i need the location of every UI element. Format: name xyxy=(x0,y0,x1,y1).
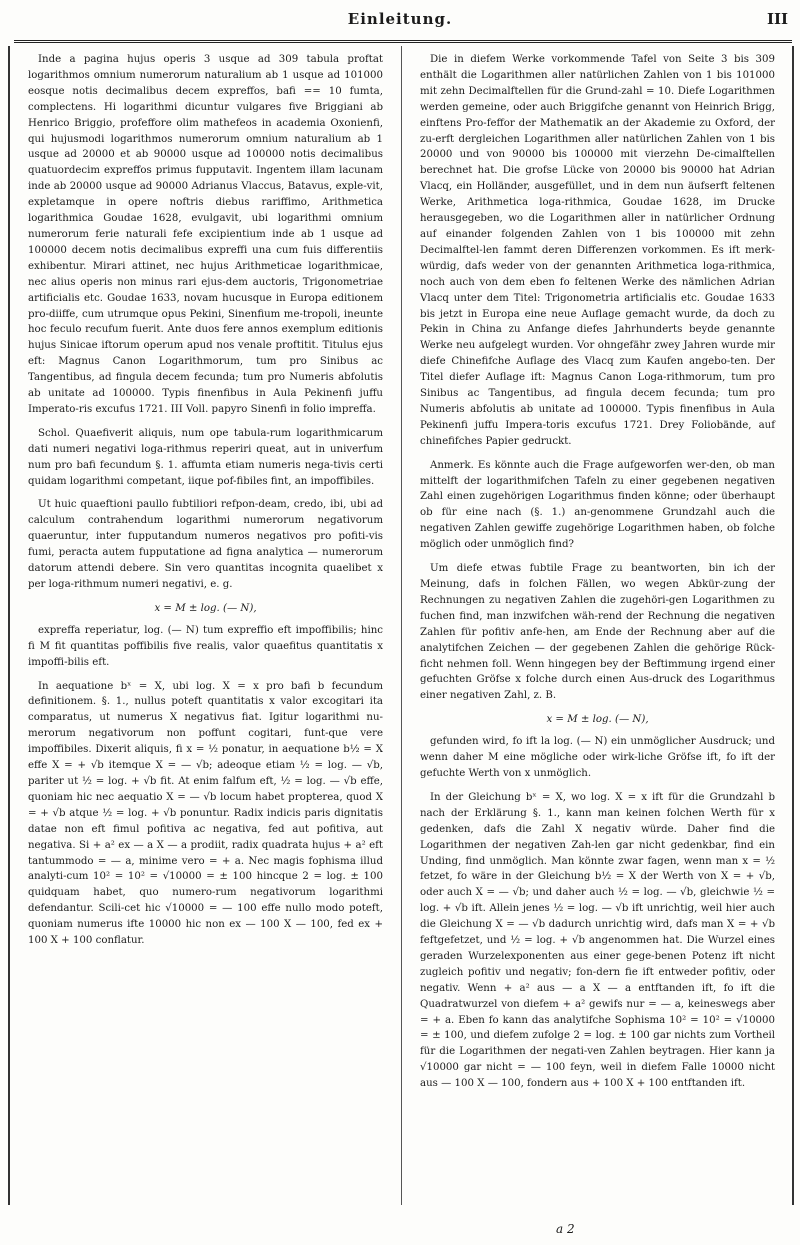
latin-column xyxy=(28,52,383,957)
right-border-line xyxy=(792,46,794,1205)
latin-paragraph-2: Schol. Quaefiverit aliquis, num ope tabula-rum logarithmicarum dati numeri negativi loga-rithmus reperiri queat, aut in univerfum num pro bafi fecundum §. 1. affumta etiam numeris nega-tivis certi quidam logarithmi competant, iique pof-fibiles fint, an impoffibiles. xyxy=(28,427,383,487)
latin-paragraph-4: expreffa reperiatur, log. (— N) tum expreffio eft impoffibilis; hinc fi M fit quantitas poffibilis five realis, valor quaefitus quantitatis x impoffi-bilis eft. xyxy=(28,624,383,668)
german-paragraph-3: Um diefe etwas fubtile Frage zu beantworten, bin ich der Meinung, dafs in folchen Fällen, wo wegen Abkür-zung der Rechnungen zu negativen Zahlen die zugehöri-gen Logarithmen zu fuchen find, man inzwifchen wäh-rend der Rechnung die negativen Zahlen für pofitiv anfe-hen, am Ende der Rechnung aber auf die analytifchen Zeichen — der gegebenen Zahlen die gehörige Rück-ficht nehmen foll. Wenn hingegen bey der Beftimmung irgend einer gefuchten Gröfse x folche durch einen Aus-druck des Logarithmus einer negativen Zahl, z. B. xyxy=(420,563,775,702)
latin-paragraph-3: Ut huic quaeftioni paullo fubtiliori refpon-deam, credo, ibi, ubi ad calculum contrahendum logarithmi numerorum negativorum quaeruntur, inter fupputandum numeros negativos pro pofiti-vis fumi, peracta autem fupputatione ad figna analytica — numerorum datorum attendi debere. Sin vero quantitas incognita quaelibet x per loga-rithmum numeri negativi, e. g. xyxy=(28,499,383,590)
german-paragraph-1: Die in diefem Werke vorkommende Tafel von Seite 3 bis 309 enthält die Logarithmen aller natürlichen Zahlen von 1 bis 101000 mit zehn Decimalftellen für die Grund-zahl = 10. Diefe Logarithmen werden gemeine, oder auch Briggifche genannt von Heinrich Brigg, einftens Pro-feffor der Mathematik an der Akademie zu Oxford, der zu-erft dergleichen Logarithmen aller natürlichen Zahlen von 1 bis 20000 und von 90000 bis 100000 mit vierzehn De-cimalftellen berechnet hat. Die grofse Lücke von 20000 bis 90000 hat Adrian Vlacq, ein Holländer, ausgefüllet, und in dem nun äufserft feltenen Werke, Arithmetica loga-rithmica, Goudae 1628, im Drucke herausgegeben, wo die Logarithmen aller in natürlicher Ordnung auf einander folgenden Zahlen von 1 bis 100000 mit zehn Decimalftel-len fammt deren Differenzen vorkommen. Es ift merk-würdig, dafs weder von der genannten Arithmetica loga-rithmica, noch auch von dem eben fo feltenen Werke des nämlichen Adrian Vlacq unter dem Titel: Trigonometria artificialis etc. Goudae 1633 bis jetzt in Europa eine neue Auflage gemacht wurde, da doch zu Pekin in China zu Anfange diefes Jahrhunderts beyde genannte Werke neu aufgelegt wurden. Vor ohngefähr zwey Jahren wurde mir diefe Chinefifche Auflage des Vlacq zum Kaufen angebo-ten. Der Titel diefer Auflage ift: Magnus Canon Loga-rithmorum, tum pro Sinibus ac Tangentibus, ad fingula decem fecunda; tum pro Numeris abfolutis ab unitate ad 100000. Typis finenfibus in Aula Pekinenfi juffu Impera-toris excufus 1721. Drey Foliobände, auf chinefifches Papier gedruckt. xyxy=(420,54,775,447)
running-title: Einleitung. xyxy=(347,10,453,28)
page-header xyxy=(0,8,800,36)
page-number: III xyxy=(766,10,788,28)
latin-paragraph-1: Inde a pagina hujus operis 3 usque ad 309 tabula proftat logarithmos omnium numerorum naturalium ab 1 usque ad 101000 eosque notis decimalibus decem expreffos, bafi == 10 fumta, complectens. Hi logarithmi dicuntur vulgares five Briggiani ab Henrico Briggio, profeffore olim mathefeos in academia Oxonienfi, qui hujusmodi logarithmos numerorum omnium naturalium ab 1 usque ad 20000 et ab 90000 usque ad 100000 notis decimalibus quatuordecim expreffos primus fupputavit. Ingentem illam lacunam inde ab 20000 usque ad 90000 Adrianus Vlaccus, Batavus, exple-vit, expletamque in opere noftris diebus rariffimo, Arithmetica logarithmica Goudae 1628, evulgavit, ubi logarithmi omnium numerorum ferie naturali fefe excipientium inde ab 1 usque ad 100000 decem notis decimalibus expreffi una cum fuis differentiis exhibentur. Mirari attinet, nec hujus Arithmeticae logarithmicae, nec alius operis non minus rari ejus-dem auctoris, Trigonometriae artificialis etc. Goudae 1633, novam hucusque in Europa editionem pro-diiffe, cum utrumque opus Pekini, Sinenfium me-tropoli, ineunte hoc feculo recufum fuerit. Ante duos fere annos exemplum editionis hujus Sinicae iftorum operum apud nos venale proftitit. Titulus ejus eft: Magnus Canon Logarithmorum, tum pro Sinibus ac Tangentibus, ad fingula decem fecunda; tum pro Numeris abfolutis ab unitate ad 100000. Typis finenfibus in Aula Pekinenfi juffu Imperato-ris excufus 1721. III Voll. papyro Sinenfi in folio impreffa. xyxy=(28,54,383,415)
german-paragraph-5: In der Gleichung bˣ = X, wo log. X = x ift für die Grundzahl b nach der Erklärung §. 1., kann man keinen folchen Werth für x gedenken, dafs die Zahl X negativ würde. Daher find die Logarithmen der negativen Zah-len gar nicht gedenkbar, find ein Unding, find unmöglich. Man könnte zwar fagen, wenn man x = ½ fetzet, fo wäre in der Gleichung b½ = X der Werth von X = + √b, oder auch X = — √b; und daher auch ½ = log. — √b, gleichwie ½ = log. + √b ift. Allein jenes ½ = log. — √b ift unrichtig, weil hier auch die Gleichung X = — √b dadurch unrichtig wird, dafs man X = + √b feftgefetzet, und ½ = log. + √b angenommen hat. Die Wurzel eines geraden Wurzelexponenten aus einer gege-benen Potenz ift nicht zugleich pofitiv und negativ; fon-dern fie ift entweder pofitiv, oder negativ. Wenn + a² aus — a X — a entftanden ift, fo ift die Quadratwurzel von diefem + a² gewifs nur = — a, keineswegs aber = + a. Eben fo kann das analytifche Sophisma 10² = 10² = √10000 = ± 100, und diefem zufolge 2 = log. ± 100 gar nichts zum Vortheil für die Logarithmen der negati-ven Zahlen beytragen. Hier kann ja √10000 gar nicht = — 100 feyn, weil in diefem Falle 10000 nicht aus — 100 X — 100, fondern aus + 100 X + 100 entftanden ift. xyxy=(420,791,775,1090)
latin-formula: x = M ± log. (— N), xyxy=(154,602,257,614)
column-divider xyxy=(401,46,402,1205)
german-paragraph-4: gefunden wird, fo ift la log. (— N) ein unmöglicher Ausdruck; und wenn daher M eine mögliche oder wirk-liche Gröfse ift, fo ift der gefuchte Werth von x unmöglich. xyxy=(420,736,775,779)
german-formula: x = M ± log. (— N), xyxy=(546,714,649,726)
german-paragraph-2: Anmerk. Es könnte auch die Frage aufgeworfen wer-den, ob man mittelft der logarithmifchen Tafeln zu einer gegebenen negativen Zahl einen zugehörigen Logarithmus finden könne; oder überhaupt ob für eine nach (§. 1.) an-genommene Grundzahl auch die negativen Zahlen gewiffe zugehörige Logarithmen haben, ob folche möglich oder unmöglich find? xyxy=(420,459,775,551)
german-column xyxy=(420,52,775,1100)
header-rule xyxy=(14,40,792,43)
left-border-line xyxy=(8,46,10,1205)
printer-signature: a 2 xyxy=(556,1222,575,1236)
latin-paragraph-5: In aequatione bˣ = X, ubi log. X = x pro bafi b fecundum definitionem. §. 1., nullus poteft quantitatis x valor excogitari ita comparatus, ut numerus X negativus fiat. Igitur logarithmi nu-merorum negativorum non poffunt cogitari, funt-que vere impoffibiles. Dixerit aliquis, fi x = ½ ponatur, in aequatione b½ = X effe X = + √b itemque X = — √b; adeoque etiam ½ = log. — √b, pariter ut ½ = log. + √b fit. At enim falfum eft, ½ = log. — √b effe, quoniam hic nec aequatio X = — √b locum habet propterea, quod X = + √b atque ½ = log. + √b ponuntur. Radix indicis paris dignitatis datae non eft fimul pofitiva ac negativa, fed aut pofitiva, aut negativa. Si + a² ex — a X — a prodiit, radix quadrata hujus + a² eft tantummodo = — a, minime vero = + a. Nec magis fophisma illud analyti-cum 10² = 10² = √10000 = ± 100 hincque 2 = log. ± 100 quidquam habet, quo numero-rum negativorum logarithmi defendantur. Scili-cet hic √10000 = — 100 effe nullo modo poteft, quoniam numerus ifte 10000 hic non ex — 100 X — 100, fed ex + 100 X + 100 conflatur. xyxy=(28,680,383,947)
